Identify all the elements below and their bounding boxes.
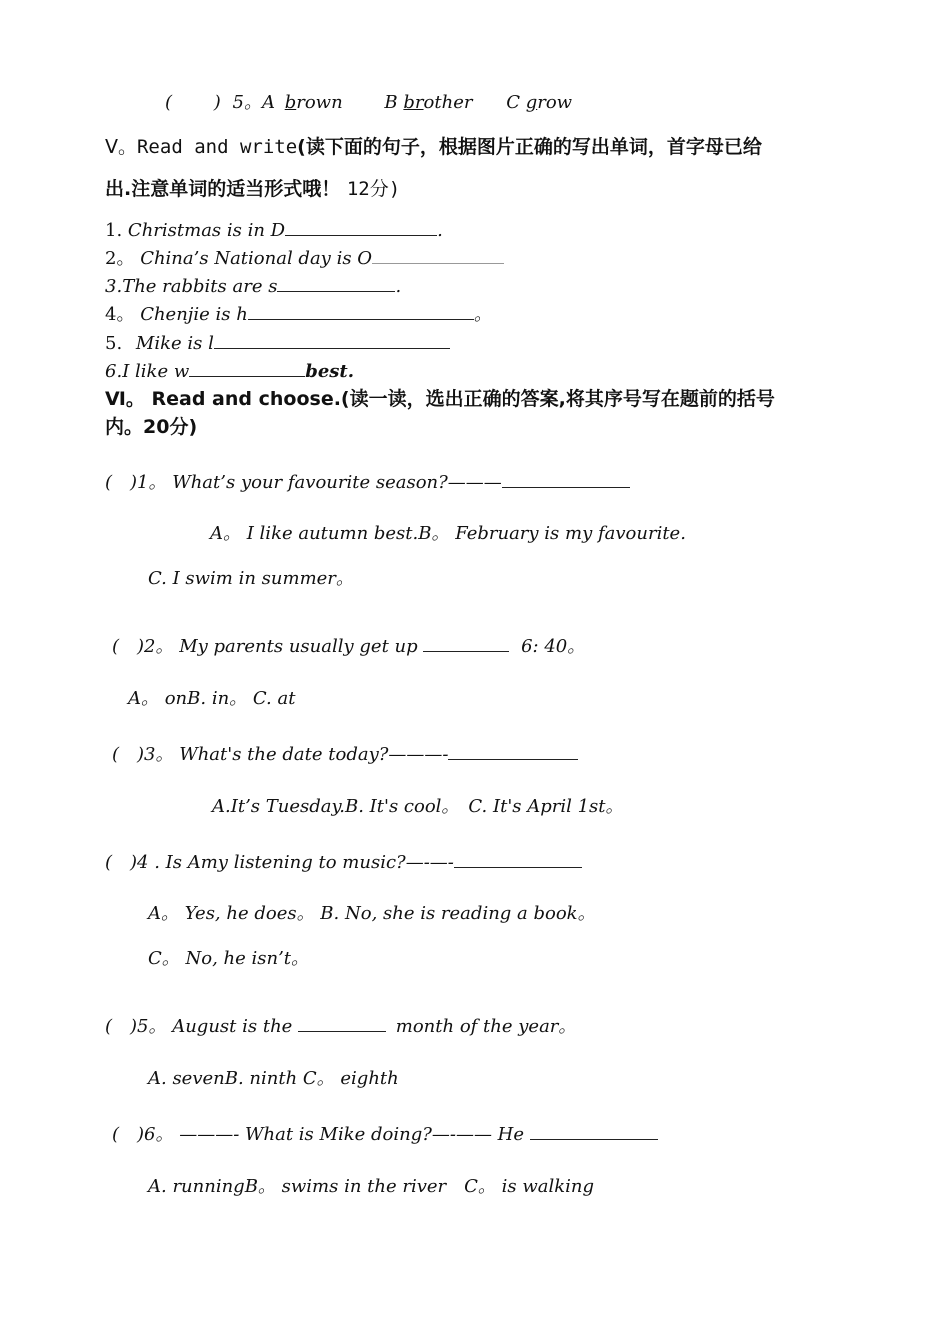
answer-blank[interactable] [454, 849, 582, 868]
answer-blank[interactable] [372, 245, 504, 264]
question-end: 6: 40。 [521, 636, 586, 657]
option-c-rest: row [537, 92, 573, 113]
item-end: best. [305, 361, 354, 382]
choose-options-1b [148, 568, 354, 590]
choose-options-5 [148, 1068, 399, 1090]
section-6-title-cont: 内。20分) [105, 416, 198, 438]
choose-question-5 [105, 1013, 576, 1038]
option-b-rest: other [423, 92, 473, 113]
answer-blank[interactable] [277, 273, 395, 292]
option-text: A。 onB. in。 C. at [128, 688, 296, 709]
choose-options-1a [210, 523, 686, 545]
answer-blank[interactable] [502, 469, 630, 488]
item-text: I like w [122, 361, 190, 382]
answer-blank[interactable] [248, 301, 474, 320]
option-b-underlined: br [403, 92, 424, 113]
question-text: ( )5。 August is the [105, 1016, 293, 1037]
answer-blank[interactable] [423, 633, 509, 652]
choose-options-4b [148, 948, 309, 970]
question-5-phonics [165, 92, 572, 114]
section-5-heading [105, 135, 762, 159]
item-text: Chenjie is h [140, 304, 248, 325]
answer-blank[interactable] [448, 741, 578, 760]
item-end: 。 [473, 304, 492, 325]
section-5-title: Ⅴ。Read and write [105, 136, 298, 158]
option-text: A. runningB。 swims in the river C。 is walking [148, 1176, 595, 1197]
item-end: . [437, 220, 443, 241]
option-a-rest: rown [296, 92, 343, 113]
item-text: Christmas is in D [127, 220, 286, 241]
question-text: ( )6。 ———- What is Mike doing?—-—— He [112, 1124, 525, 1145]
question-text: ( )1。 What’s your favourite season?——— [105, 472, 502, 493]
answer-blank[interactable] [285, 217, 437, 236]
choose-options-2 [128, 688, 295, 710]
write-item-1 [105, 217, 443, 242]
option-c-label: C [506, 92, 520, 113]
section-5-instructions: (读下面的句子，根据图片正确的写出单词，首字母已给 [297, 136, 762, 158]
section-5-points: 12分) [346, 178, 401, 200]
question-text: ( )3。 What's the date today?———- [112, 744, 449, 765]
write-item-5 [105, 330, 450, 355]
choose-question-4 [105, 849, 582, 874]
item-number: 2。 [105, 248, 135, 269]
question-number: 5。A [232, 92, 275, 113]
option-text: A。 I like autumn best.B。 February is my favourite. [210, 523, 686, 544]
option-a-underlined: b [284, 92, 297, 113]
section-6-heading-line2 [105, 415, 197, 439]
choose-question-2 [112, 633, 585, 658]
choose-options-6 [148, 1176, 594, 1198]
option-text: A.It’s Tuesday.B. It's cool。 C. It's April 1st。 [212, 796, 624, 817]
option-text: C。 No, he isn’t。 [148, 948, 310, 969]
section-5-instructions-cont: 出.注意单词的适当形式哦！ [105, 178, 341, 200]
answer-paren: ( ) [165, 92, 221, 113]
option-text: C. I swim in summer。 [148, 568, 354, 589]
option-text: A. sevenB. ninth C。 eighth [148, 1068, 399, 1089]
question-text: ( )4 . Is Amy listening to music?—-—- [105, 852, 454, 873]
choose-question-6 [112, 1121, 658, 1146]
item-text: Mike is l [135, 333, 214, 354]
item-number: 3. [105, 276, 123, 297]
choose-question-3 [112, 741, 578, 766]
answer-blank[interactable] [189, 358, 305, 377]
option-b-label: B [384, 92, 398, 113]
option-text: A。 Yes, he does。 B. No, she is reading a book。 [148, 903, 596, 924]
item-number: 6. [105, 361, 123, 382]
answer-blank[interactable] [214, 330, 450, 349]
section-6-heading [105, 387, 775, 411]
item-number: 5. [105, 333, 123, 354]
answer-blank[interactable] [530, 1121, 658, 1140]
write-item-4 [105, 301, 492, 326]
item-text: The rabbits are s [122, 276, 278, 297]
write-item-3 [105, 273, 401, 298]
section-6-title: Ⅵ。 Read and choose.(读一读，选出正确的答案,将其序号写在题前的括号 [105, 388, 775, 410]
write-item-2 [105, 245, 504, 270]
item-text: China’s National day is O [140, 248, 373, 269]
item-end: . [395, 276, 402, 297]
write-item-6 [105, 358, 354, 383]
answer-blank[interactable] [298, 1013, 386, 1032]
question-text: ( )2。 My parents usually get up [112, 636, 418, 657]
question-end: month of the year。 [395, 1016, 577, 1037]
item-number: 1. [105, 220, 123, 241]
section-5-heading-line2 [105, 177, 400, 201]
choose-question-1 [105, 469, 630, 494]
choose-options-4a [148, 903, 596, 925]
option-c-underlined: g [525, 92, 538, 113]
item-number: 4。 [105, 304, 135, 325]
choose-options-3 [212, 796, 624, 818]
